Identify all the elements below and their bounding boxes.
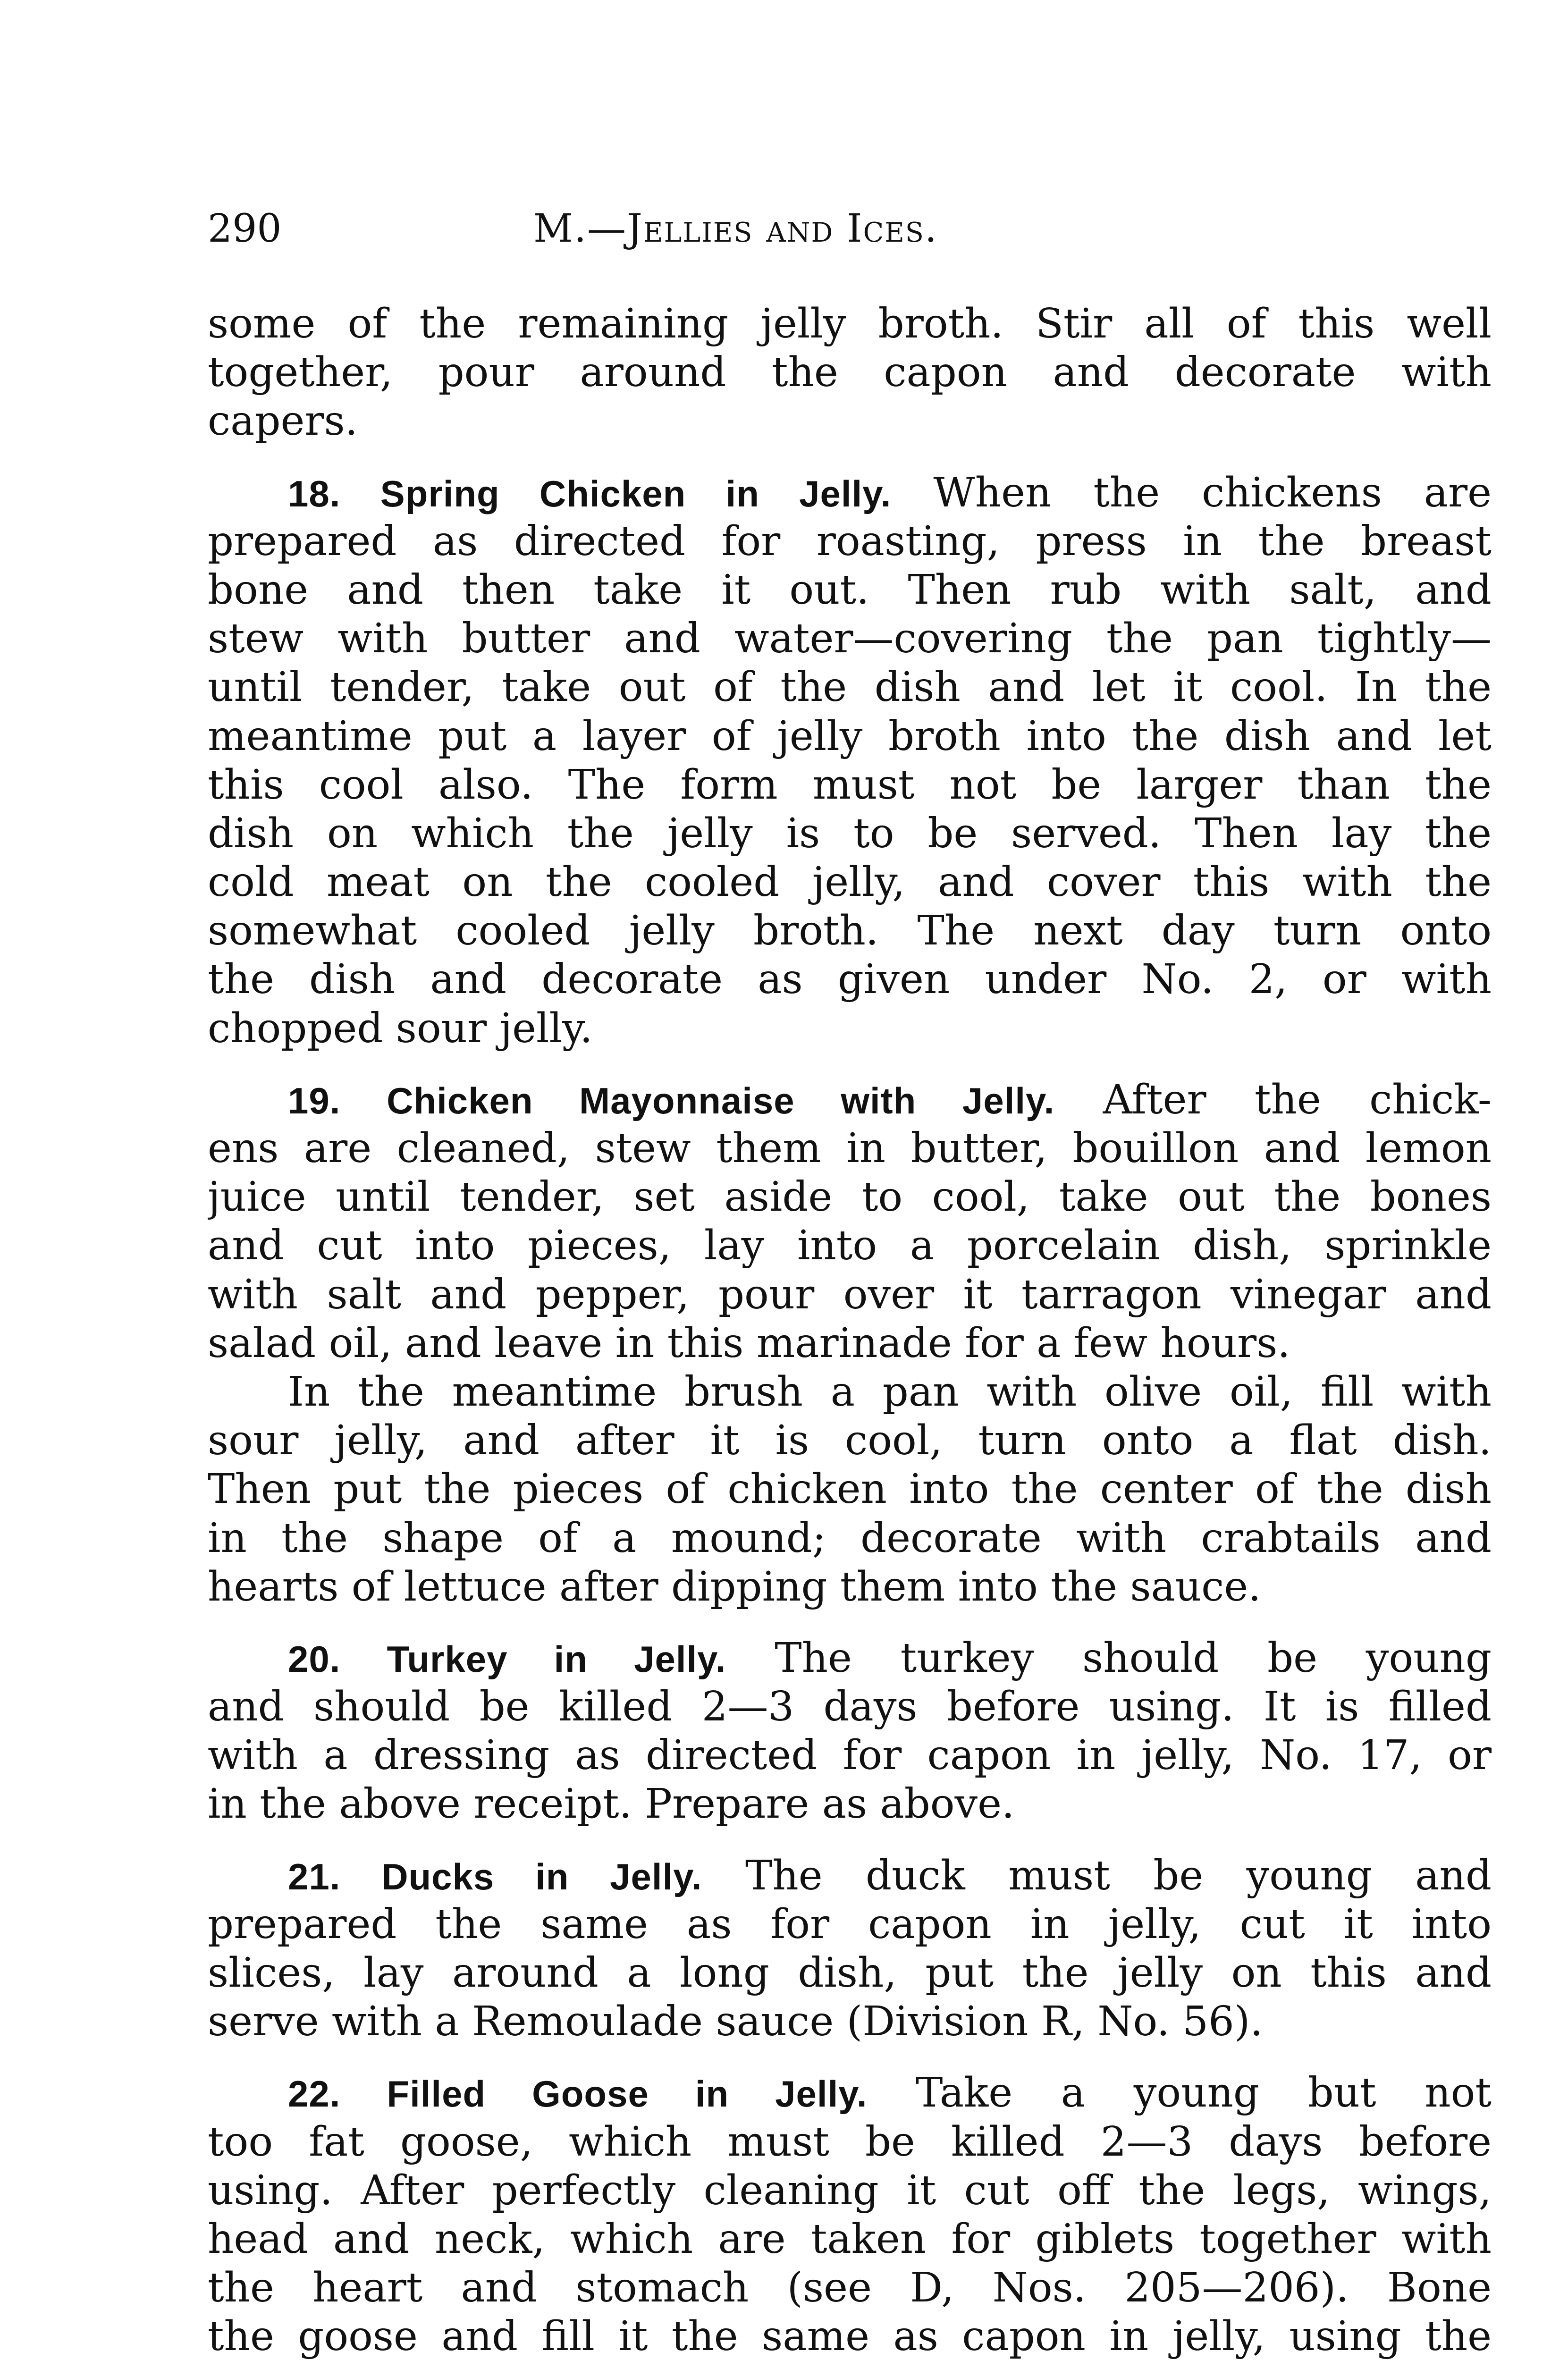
text-line	[208, 1319, 1492, 1368]
line-text: stew with butter and water—covering the pan tightly—	[208, 615, 1492, 663]
text-line	[208, 1222, 1492, 1270]
text-line	[208, 1731, 1492, 1780]
text-line	[208, 858, 1492, 907]
line-text: and should be killed 2—3 days before using. It is filled	[208, 1683, 1492, 1731]
text-line	[208, 1683, 1492, 1731]
recipe-heading-line	[208, 2069, 1492, 2117]
line-text: salad oil, and leave in this marinade for a few hours.	[208, 1319, 1290, 1367]
line-text: and cut into pieces, lay into a porcelain dish, sprinkle	[208, 1222, 1492, 1270]
text-line	[208, 566, 1492, 615]
recipe-heading: 22. Filled Goose in Jelly.	[288, 2073, 868, 2115]
line-text: Then put the pieces of chicken into the center of the dish	[208, 1466, 1492, 1513]
text-line	[208, 2215, 1492, 2264]
line-text: until tender, take out of the dish and let it cool. In the	[208, 664, 1492, 711]
line-text: the goose and fill it the same as capon in jelly, using the	[208, 2313, 1492, 2360]
line-text: too fat goose, which must be killed 2—3 days before	[208, 2118, 1492, 2166]
text-line	[208, 761, 1492, 809]
line-text: serve with a Remoulade sauce (Division R, No. 56).	[208, 1998, 1263, 2046]
line-text: the dish and decorate as given under No. 2, or with	[208, 956, 1492, 1003]
text-line	[208, 300, 1492, 348]
line-text: sour jelly, and after it is cool, turn onto a flat dish.	[208, 1417, 1492, 1465]
line-text: When the chickens are	[891, 469, 1492, 516]
text-line	[208, 1900, 1492, 1949]
text-line	[208, 1124, 1492, 1173]
recipe-heading: 21. Ducks in Jelly.	[288, 1855, 702, 1897]
line-text: prepared the same as for capon in jelly, cut it into	[208, 1900, 1492, 1948]
recipe-heading-line	[208, 1076, 1492, 1124]
line-text: hearts of lettuce after dipping them into the sauce.	[208, 1563, 1261, 1610]
line-text: cold meat on the cooled jelly, and cover this with the	[208, 859, 1492, 906]
line-text: the heart and stomach (see D, Nos. 205—206). Bone	[208, 2264, 1492, 2312]
line-text: together, pour around the capon and decorate with	[208, 349, 1492, 396]
line-text: meantime put a layer of jelly broth into the dish and let	[208, 712, 1492, 760]
line-text: head and neck, which are taken for giblets together with	[208, 2215, 1492, 2263]
text-line	[208, 1998, 1492, 2046]
text-line	[208, 809, 1492, 858]
text-line	[208, 1563, 1492, 1611]
recipe-heading: 20. Turkey in Jelly.	[288, 1638, 726, 1680]
text-line	[208, 955, 1492, 1004]
recipe-heading-line	[208, 469, 1492, 517]
text-line	[208, 1271, 1492, 1319]
line-text: capers.	[208, 397, 358, 445]
line-text: chopped sour jelly.	[208, 1004, 593, 1052]
line-text: with a dressing as directed for capon in jelly, No. 17, or	[208, 1732, 1492, 1779]
text-line	[208, 712, 1492, 761]
body-text	[208, 300, 1492, 2360]
text-line	[208, 517, 1492, 566]
line-text: The duck must be young and	[702, 1852, 1492, 1899]
line-text: using. After perfectly cleaning it cut off the legs, wings,	[208, 2166, 1492, 2214]
recipe-heading: 19. Chicken Mayonnaise with Jelly.	[288, 1079, 1055, 1121]
line-text: prepared as directed for roasting, press in the breast	[208, 517, 1492, 565]
line-text: slices, lay around a long dish, put the jelly on this and	[208, 1949, 1492, 1997]
line-text: some of the remaining jelly broth. Stir all of this well	[208, 300, 1492, 347]
line-text: with salt and pepper, pour over it tarragon vinegar and	[208, 1271, 1492, 1318]
line-text: ens are cleaned, stew them in butter, bouillon and lemon	[208, 1125, 1492, 1172]
text-line	[208, 1514, 1492, 1563]
text-line	[208, 2312, 1492, 2360]
line-text: this cool also. The form must not be larger than the	[208, 761, 1492, 809]
line-text: somewhat cooled jelly broth. The next day turn onto	[208, 907, 1492, 955]
text-line	[208, 615, 1492, 663]
line-text: bone and then take it out. Then rub with salt, and	[208, 566, 1492, 614]
text-line	[208, 663, 1492, 712]
running-head	[208, 203, 1482, 255]
line-text: in the above receipt. Prepare as above.	[208, 1780, 1015, 1828]
text-line	[208, 2264, 1492, 2312]
line-text: After the chick-	[1054, 1076, 1492, 1123]
text-line	[208, 1004, 1492, 1053]
text-line	[208, 2166, 1492, 2215]
page-title: M.—Jellies and Ices.	[533, 206, 938, 251]
text-line	[208, 1780, 1492, 1829]
line-text: The turkey should be young	[726, 1634, 1492, 1682]
text-line	[208, 907, 1492, 955]
text-line	[208, 1949, 1492, 1998]
line-text: in the shape of a mound; decorate with crabtails and	[208, 1514, 1492, 1562]
line-text: juice until tender, set aside to cool, take out the bones	[208, 1173, 1492, 1221]
recipe-heading-line	[208, 1634, 1492, 1683]
recipe-heading-line	[208, 1852, 1492, 1900]
page-number: 290	[208, 206, 282, 251]
text-line	[208, 348, 1492, 397]
text-line	[208, 1416, 1492, 1465]
line-text: Take a young but not	[867, 2069, 1492, 2117]
text-line	[208, 397, 1492, 446]
line-text: dish on which the jelly is to be served. Then lay the	[208, 809, 1492, 857]
line-text: In the meantime brush a pan with olive oil, fill with	[288, 1368, 1492, 1416]
text-line	[208, 1173, 1492, 1222]
text-line	[208, 1368, 1492, 1416]
text-line	[208, 1465, 1492, 1514]
recipe-heading: 18. Spring Chicken in Jelly.	[288, 472, 892, 514]
text-line	[208, 2118, 1492, 2166]
